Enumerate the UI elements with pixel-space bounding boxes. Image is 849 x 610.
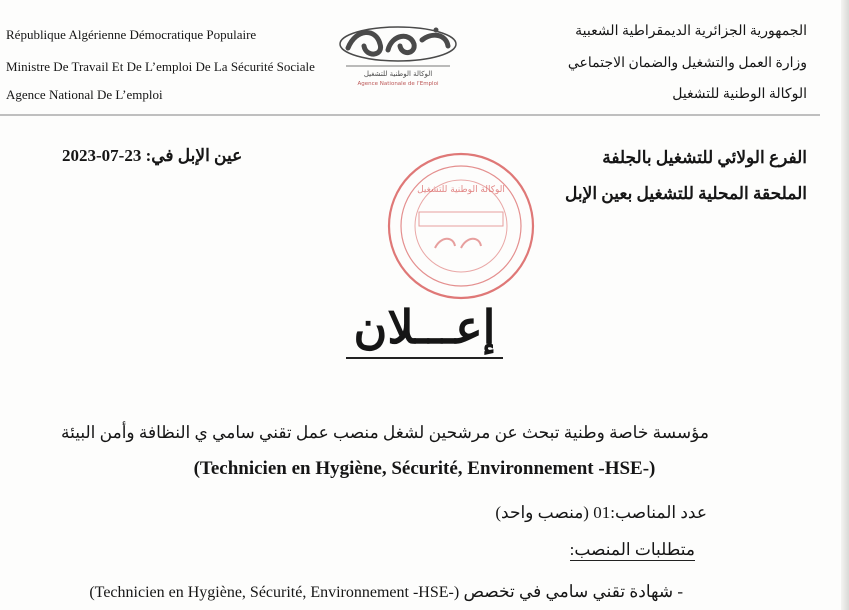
- header-ar-line2: وزارة العمل والتشغيل والضمان الاجتماعي: [567, 56, 807, 71]
- official-stamp: [383, 152, 539, 300]
- anem-logo: [336, 20, 460, 90]
- cert-specialty: (Technicien en Hygiène, Sécurité, Environnement -HSE-): [89, 584, 460, 601]
- requirements-heading: [570, 540, 695, 560]
- date-line: [62, 146, 242, 166]
- title-text: إعـــلان: [346, 302, 504, 359]
- logo-latin-text: Agence Nationale de l’Emploi: [357, 81, 439, 87]
- requirement-item: [89, 582, 683, 602]
- count-label: عدد المناصب:: [610, 503, 707, 522]
- header-fr-line2: Ministre De Travail Et De L’emploi De La Sécurité Sociale: [6, 59, 315, 74]
- date-label: عين الإبل في:: [141, 146, 243, 165]
- header-ar-line1: الجمهورية الجزائرية الديمقراطية الشعبية: [575, 24, 807, 39]
- date-value: 2023-07-23: [62, 146, 142, 165]
- requirements-heading-text: متطلبات المنصب:: [569, 540, 695, 559]
- position-title-fr: (Technicien en Hygiène, Sécurité, Environnement -HSE-): [193, 458, 656, 479]
- stamp-text: الوكالة الوطنية للتشغيل: [417, 185, 505, 195]
- header-ar-line3: الوكالة الوطنية للتشغيل: [672, 87, 807, 102]
- cert-prefix: - شهادة تقني سامي في تخصص: [459, 582, 683, 601]
- branch-line2: الملحقة المحلية للتشغيل بعين الإبل: [565, 184, 807, 203]
- positions-count: [495, 503, 707, 523]
- announcement-intro: مؤسسة خاصة وطنية تبحث عن مرشحين لشغل منصب عمل تقني سامي ي النظافة وأمن البيئة: [60, 423, 709, 442]
- count-value: 01 (منصب واحد): [495, 503, 611, 522]
- header-fr-line3: Agence National De L’emploi: [6, 87, 163, 102]
- logo-arabic-text: الوكالة الوطنية للتشغيل: [363, 70, 433, 78]
- header-divider: [0, 114, 820, 116]
- branch-line1: الفرع الولائي للتشغيل بالجلفة: [602, 148, 807, 167]
- page-title: [0, 300, 849, 354]
- header-fr-line1: République Algérienne Démocratique Populaire: [6, 27, 257, 42]
